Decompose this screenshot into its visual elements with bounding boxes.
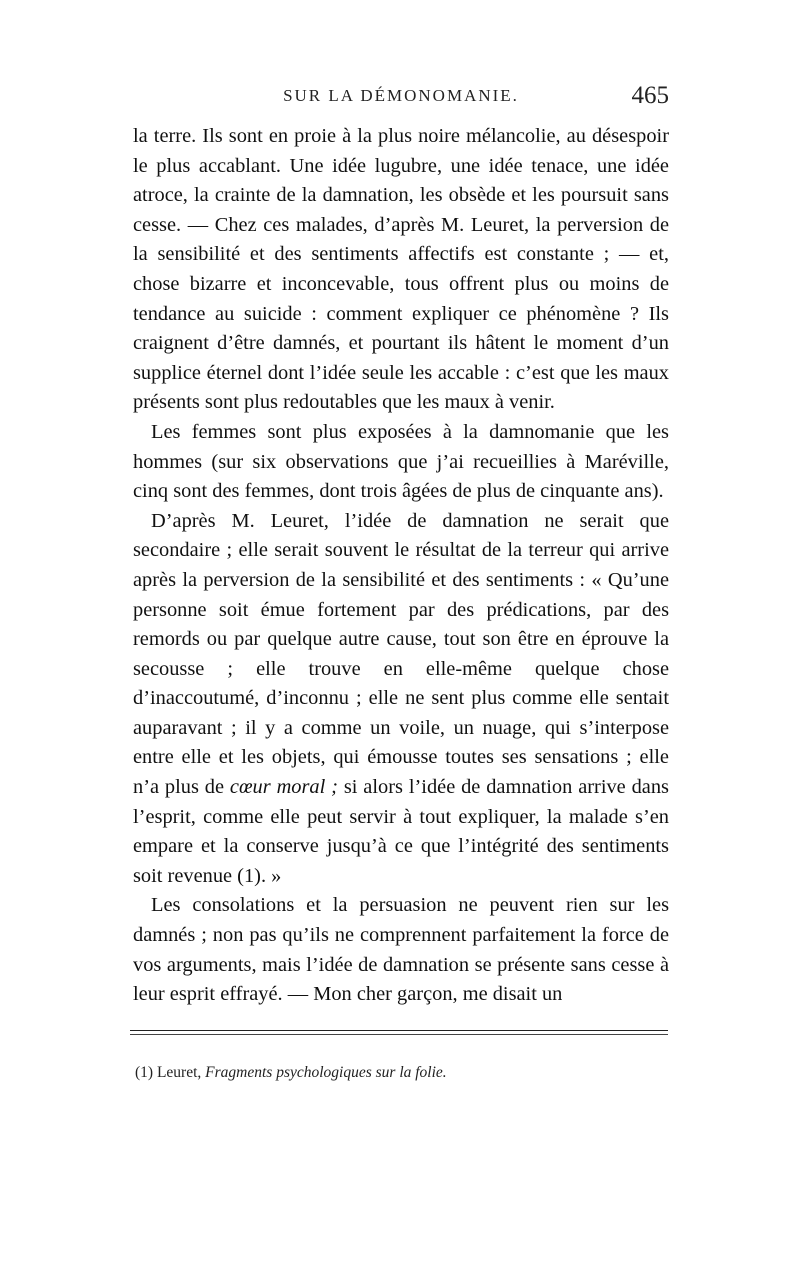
page-body bbox=[133, 82, 669, 1010]
footnote-marker: (1) bbox=[135, 1064, 154, 1081]
paragraph-text: Les consolations et la persuasion ne peuvent rien sur les damnés ; non pas qu’ils ne comprennent parfaitement la force de vos arguments, mais l’idée de damnation se présente sans cesse à leur esprit effrayé. — Mon cher garçon, me disait un bbox=[133, 894, 669, 1006]
paragraph bbox=[133, 507, 669, 892]
running-title: SUR LA DÉMONOMANIE. bbox=[283, 86, 519, 105]
paragraph bbox=[133, 122, 669, 418]
paragraph bbox=[133, 418, 669, 507]
body-text bbox=[133, 122, 669, 1010]
paragraph-text: Les femmes sont plus exposées à la damnomanie que les hommes (sur six observations que j’ai recueillies à Maréville, cinq sont des femmes, dont trois âgées de plus de cinquante ans). bbox=[133, 420, 669, 503]
footnote-author: Leuret, bbox=[156, 1064, 202, 1081]
italic-phrase: cœur moral ; bbox=[229, 776, 338, 799]
footnote-title: Fragments psychologiques sur la folie. bbox=[205, 1064, 447, 1081]
paragraph-text: la terre. Ils sont en proie à la plus noire mélancolie, au désespoir le plus accablant. Une idée lugubre, une idée tenace, une idée atroce, la crainte de la damnation, les obsède et les poursuit sans cesse. — Chez ces malades, d’après M. Leuret, la perversion de la sensibilité et des sentiments affectifs est constante ; — et, chose bizarre et inconcevable, tous offrent plus ou moins de tendance au suicide : comment expliquer ce phénomène ? Ils craignent d’être damnés, et pourtant ils hâtent le moment d’un supplice éternel dont l’idée seule les accable : c’est que les maux présents sont plus redoutables que les maux à venir. bbox=[133, 125, 669, 414]
page-header bbox=[133, 82, 669, 122]
footnote-divider-thin bbox=[130, 1034, 668, 1035]
footnote bbox=[135, 1064, 665, 1082]
footnote-divider bbox=[130, 1030, 668, 1031]
paragraph-text: D’après M. Leuret, l’idée de damnation ne serait que secondaire ; elle serait souvent le résultat de la terreur qui arrive après la perversion de la sensibilité et des sentiments : « Qu’une personne soit émue fortement par des prédications, par des remords ou par quelque autre cause, tout son être en éprouve la secousse ; elle trouve en elle-même quelque chose d’inaccoutumé, d’inconnu ; elle ne sent plus comme elle sentait auparavant ; il y a comme un voile, un nuage, qui s’interpose entre elle et les objets, qui émousse toutes ses sensations ; elle n’a plus de bbox=[133, 509, 669, 799]
paragraph-text: si alors l’idée de damnation arrive dans l’esprit, comme elle peut servir à tout expliquer, la malade s’en empare et la conserve jusqu’à ce que l’intégrité des sentiments soit revenue (1). » bbox=[133, 776, 669, 887]
page-number: 465 bbox=[631, 82, 669, 109]
paragraph bbox=[133, 891, 669, 1009]
